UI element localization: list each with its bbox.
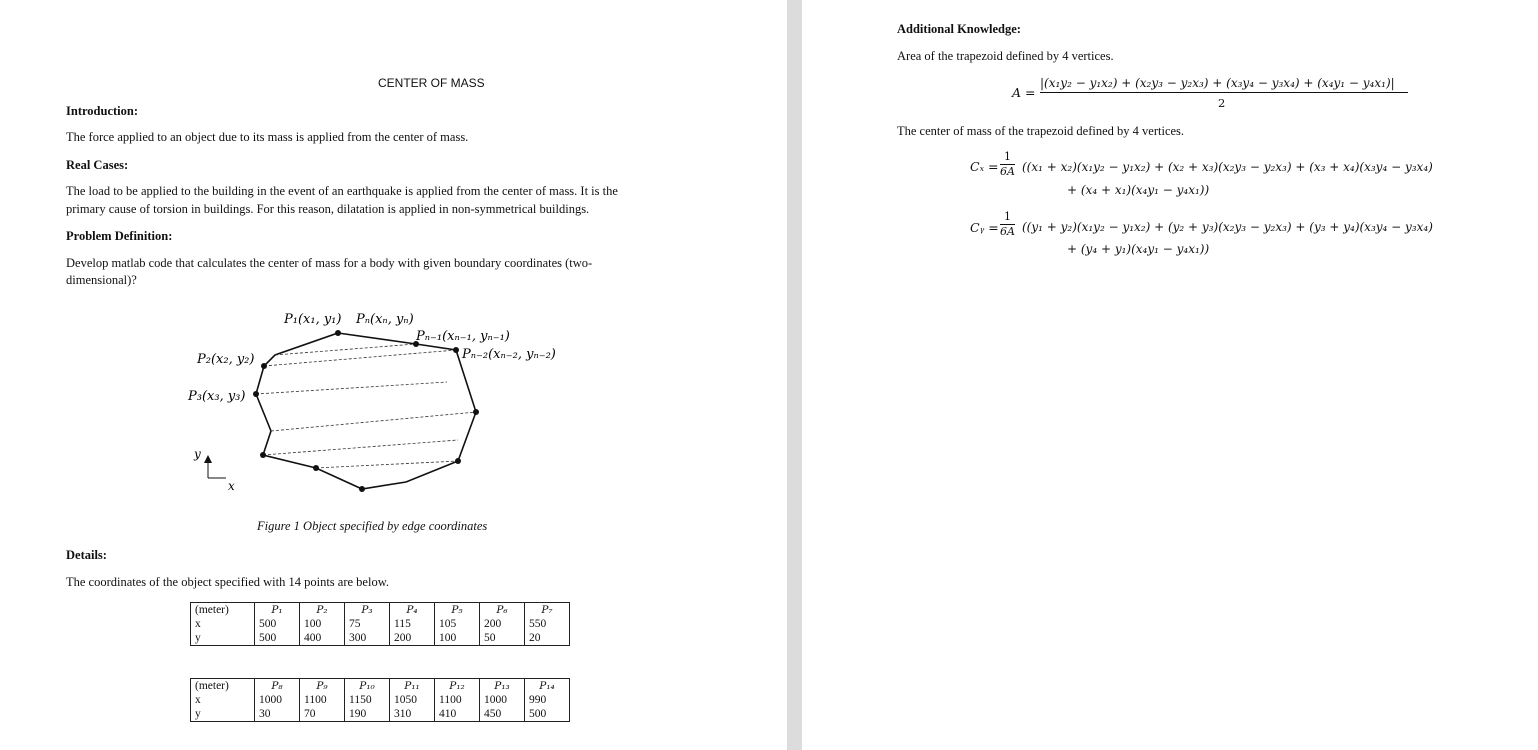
table-unit-cell: (meter) [191, 679, 255, 694]
cy-fraction [1000, 210, 1015, 239]
table-cell: 990 [525, 693, 570, 707]
cy-fraction-numerator: 1 [1000, 210, 1015, 225]
cy-formula-line-1: ((y₁ + y₂)(x₁y₂ − y₁x₂) + (y₂ + y₃)(x₂y₃ − y₂x₃) + (y₃ + y₄)(x₃y₄ − y₃x₄) [1022, 220, 1433, 234]
introduction-text: The force applied to an object due to its mass is applied from the center of mass. [66, 130, 469, 144]
table-cell: 500 [255, 631, 300, 646]
cx-fraction-denominator: 6A [1000, 165, 1015, 178]
table-cell: 500 [255, 617, 300, 631]
table-cell: 20 [525, 631, 570, 646]
point-header: P₆ [480, 603, 525, 618]
table-cell: 30 [255, 707, 300, 722]
center-of-mass-description: The center of mass of the trapezoid defined by 4 vertices. [897, 124, 1185, 138]
point-header: P₁₄ [525, 679, 570, 694]
table-cell: 1150 [345, 693, 390, 707]
table-cell: 1000 [255, 693, 300, 707]
label-p1: P₁(x₁, y₁) [284, 312, 342, 327]
cx-fraction-numerator: 1 [1000, 150, 1015, 165]
table-cell: 190 [345, 707, 390, 722]
table-row-y [191, 707, 570, 722]
label-pn-minus-2: Pₙ₋₂(xₙ₋₂, yₙ₋₂) [462, 347, 556, 362]
table-cell: 200 [390, 631, 435, 646]
additional-knowledge-heading: Additional Knowledge: [897, 22, 1021, 36]
label-pn: Pₙ(xₙ, yₙ) [356, 312, 414, 327]
table-cell: 1050 [390, 693, 435, 707]
table-cell: 100 [435, 631, 480, 646]
table-header-row [191, 603, 570, 618]
table-header-row [191, 679, 570, 694]
table-cell: 310 [390, 707, 435, 722]
table-cell: 200 [480, 617, 525, 631]
point-header: P₁₀ [345, 679, 390, 694]
table-cell: 115 [390, 617, 435, 631]
label-pn-minus-1: Pₙ₋₁(xₙ₋₁, yₙ₋₁) [416, 329, 510, 344]
right-document-page [802, 0, 1538, 750]
cy-formula-line-2: + (y₄ + y₁)(x₄y₁ − y₄x₁)) [1067, 242, 1210, 256]
dashed-strip-line-3 [256, 382, 447, 394]
cx-formula-line-1: ((x₁ + x₂)(x₁y₂ − y₁x₂) + (x₂ + x₃)(x₂y₃ − y₂x₃) + (x₃ + x₄)(x₃y₄ − y₃x₄) [1022, 160, 1433, 174]
point-header: P₉ [300, 679, 345, 694]
point-header: P₂ [300, 603, 345, 618]
page-title: CENTER OF MASS [378, 76, 485, 90]
table-row-x [191, 693, 570, 707]
cy-fraction-denominator: 6A [1000, 225, 1015, 238]
axis-label-y: y [194, 447, 201, 461]
cx-fraction [1000, 150, 1015, 179]
area-formula-lhs: A = [1012, 85, 1036, 100]
table-row-x [191, 617, 570, 631]
row-label-x: x [191, 617, 255, 631]
details-heading: Details: [66, 548, 107, 562]
table-cell: 300 [345, 631, 390, 646]
table-cell: 70 [300, 707, 345, 722]
dashed-strip-line-6 [316, 461, 458, 468]
table-unit-cell: (meter) [191, 603, 255, 618]
vertex-dot [359, 486, 365, 492]
real-cases-heading: Real Cases: [66, 158, 129, 172]
vertex-dot-pn2 [453, 347, 459, 353]
dashed-strip-line-4 [271, 412, 476, 431]
table-cell: 400 [300, 631, 345, 646]
row-label-y: y [191, 707, 255, 722]
vertex-dot-p2 [261, 363, 267, 369]
vertex-dot [473, 409, 479, 415]
vertex-dot-p3 [253, 391, 259, 397]
label-p2: P₂(x₂, y₂) [197, 352, 255, 367]
vertex-dot-p1 [335, 330, 341, 336]
row-label-y: y [191, 631, 255, 646]
vertex-dot [260, 452, 266, 458]
dashed-strip-line-5 [263, 440, 458, 455]
problem-definition-text-line-2: dimensional)? [66, 273, 137, 287]
problem-definition-text-line-1: Develop matlab code that calculates the center of mass for a body with given boundary coordinates (two- [66, 256, 593, 270]
dashed-strip-line-2 [264, 350, 456, 366]
table-cell: 500 [525, 707, 570, 722]
point-header: P₁₂ [435, 679, 480, 694]
cx-formula-line-2: + (x₄ + x₁)(x₄y₁ − y₄x₁)) [1067, 183, 1210, 197]
coordinates-table-2 [190, 678, 570, 722]
point-header: P₈ [255, 679, 300, 694]
vertex-dot [313, 465, 319, 471]
table-cell: 450 [480, 707, 525, 722]
table-cell: 75 [345, 617, 390, 631]
area-description: Area of the trapezoid defined by 4 vertices. [897, 49, 1114, 63]
area-formula-denominator: 2 [1218, 96, 1226, 110]
problem-definition-heading: Problem Definition: [66, 229, 173, 243]
row-label-x: x [191, 693, 255, 707]
point-header: P₁₃ [480, 679, 525, 694]
table-cell: 1000 [480, 693, 525, 707]
real-cases-text-line-1: The load to be applied to the building in the event of an earthquake is applied from the center of mass. It is the [66, 184, 618, 198]
coordinates-table-1 [190, 602, 570, 646]
point-header: P₃ [345, 603, 390, 618]
introduction-heading: Introduction: [66, 104, 139, 118]
table-cell: 410 [435, 707, 480, 722]
point-header: P₄ [390, 603, 435, 618]
point-header: P₁ [255, 603, 300, 618]
figure-caption: Figure 1 Object specified by edge coordinates [257, 519, 488, 533]
page-gap [787, 0, 802, 750]
object-edge-figure [0, 0, 787, 520]
axis-arrowhead [204, 455, 212, 463]
cx-formula-lhs: Cₓ = [970, 159, 999, 174]
axis-label-x: x [228, 479, 235, 493]
label-p3: P₃(x₃, y₃) [188, 389, 246, 404]
area-fraction-bar [1040, 92, 1408, 93]
details-text: The coordinates of the object specified with 14 points are below. [66, 575, 390, 589]
table-cell: 100 [300, 617, 345, 631]
cy-formula-lhs: Cᵧ = [970, 220, 999, 235]
point-header: P₇ [525, 603, 570, 618]
point-header: P₅ [435, 603, 480, 618]
dashed-strip-line-1 [275, 344, 416, 355]
area-formula-numerator: |(x₁y₂ − y₁x₂) + (x₂y₃ − y₂x₃) + (x₃y₄ − y₃x₄) + (x₄y₁ − y₄x₁)| [1040, 76, 1395, 90]
table-cell: 1100 [435, 693, 480, 707]
table-cell: 550 [525, 617, 570, 631]
point-header: P₁₁ [390, 679, 435, 694]
table-cell: 105 [435, 617, 480, 631]
vertex-dot [455, 458, 461, 464]
table-cell: 50 [480, 631, 525, 646]
table-cell: 1100 [300, 693, 345, 707]
axis-indicator [208, 461, 226, 478]
real-cases-text-line-2: primary cause of torsion in buildings. For this reason, dilatation is applied in non-symmetrical buildings. [66, 202, 590, 216]
table-row-y [191, 631, 570, 646]
